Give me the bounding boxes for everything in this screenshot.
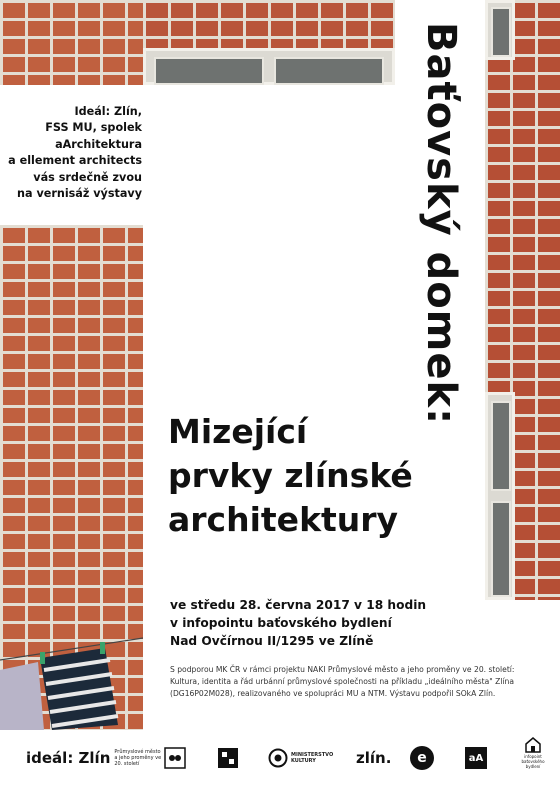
ideal-zlin-subtitle: Průmyslové město a jeho proměny ve 20. století	[114, 749, 162, 767]
invite-line: Ideál: Zlín,	[74, 105, 142, 118]
zlin-city-logo	[356, 740, 391, 776]
title-line: architektury	[168, 500, 399, 539]
event-address: Nad Ovčírnou II/1295 ve Zlíně	[170, 634, 374, 648]
laundry-illustration	[0, 630, 143, 730]
title-line: prvky zlínské	[168, 456, 413, 495]
ideal-zlin-wordmark: ideál: Zlín	[26, 749, 111, 767]
invite-line: na vernisáž výstavy	[17, 187, 142, 201]
house-icon	[524, 736, 542, 754]
aa-badge-icon	[465, 747, 487, 769]
support-statement: S podporou MK ČR v rámci projektu NAKI Průmyslové město a jeho proměny ve 20. století: Kultura, identita a řád urbánní průmyslové společnosti na příkladu „ideálního města" Zlína (DG16P02M028), realizovaného ve spolupráci MU a NTM. Výstavu podpořil SOkA Zlín.	[170, 665, 515, 698]
ministerstvo-label: MINISTERSTVO KULTURY	[291, 752, 334, 764]
invite-line: FSS MU, spolek	[45, 121, 142, 135]
mu-icon	[164, 747, 186, 769]
event-venue: v infopointu baťovského bydlení	[170, 616, 392, 630]
infopoint-logo	[516, 736, 550, 780]
zlin-wordmark: zlín.	[356, 749, 392, 767]
brick-wall-top-left	[0, 0, 143, 85]
window-right-bottom	[485, 392, 515, 600]
ministerstvo-kultury-logo	[268, 740, 334, 776]
e-badge-icon	[410, 746, 434, 770]
mu-logo	[164, 740, 186, 776]
infopoint-label: infopoint baťovského bydlení	[521, 754, 545, 769]
aa-label: aA	[468, 752, 484, 764]
vertical-title: Baťovský domek:	[418, 22, 464, 426]
ideal-zlin-logo	[26, 740, 162, 776]
fss-logo	[217, 740, 239, 776]
window-top	[143, 48, 395, 85]
event-details	[170, 596, 426, 650]
window-right-top	[485, 0, 515, 60]
fss-icon	[217, 747, 239, 769]
invite-line: vás srdečně zvou	[33, 170, 142, 184]
event-date: ve středu 28. června 2017 v 18 hodin	[170, 598, 427, 612]
title-line: Mizející	[168, 412, 308, 451]
ministerstvo-icon	[268, 748, 288, 768]
brick-wall-top-center	[143, 0, 395, 48]
exhibition-title	[168, 410, 413, 542]
invite-line: aArchitektura	[55, 137, 142, 151]
partner-logos	[0, 740, 560, 780]
e-label: e	[417, 750, 427, 766]
aarchitektura-logo	[465, 740, 487, 776]
e-logo	[410, 740, 434, 776]
invitation-text	[0, 104, 142, 202]
invite-line: a ellement architects	[8, 154, 142, 168]
